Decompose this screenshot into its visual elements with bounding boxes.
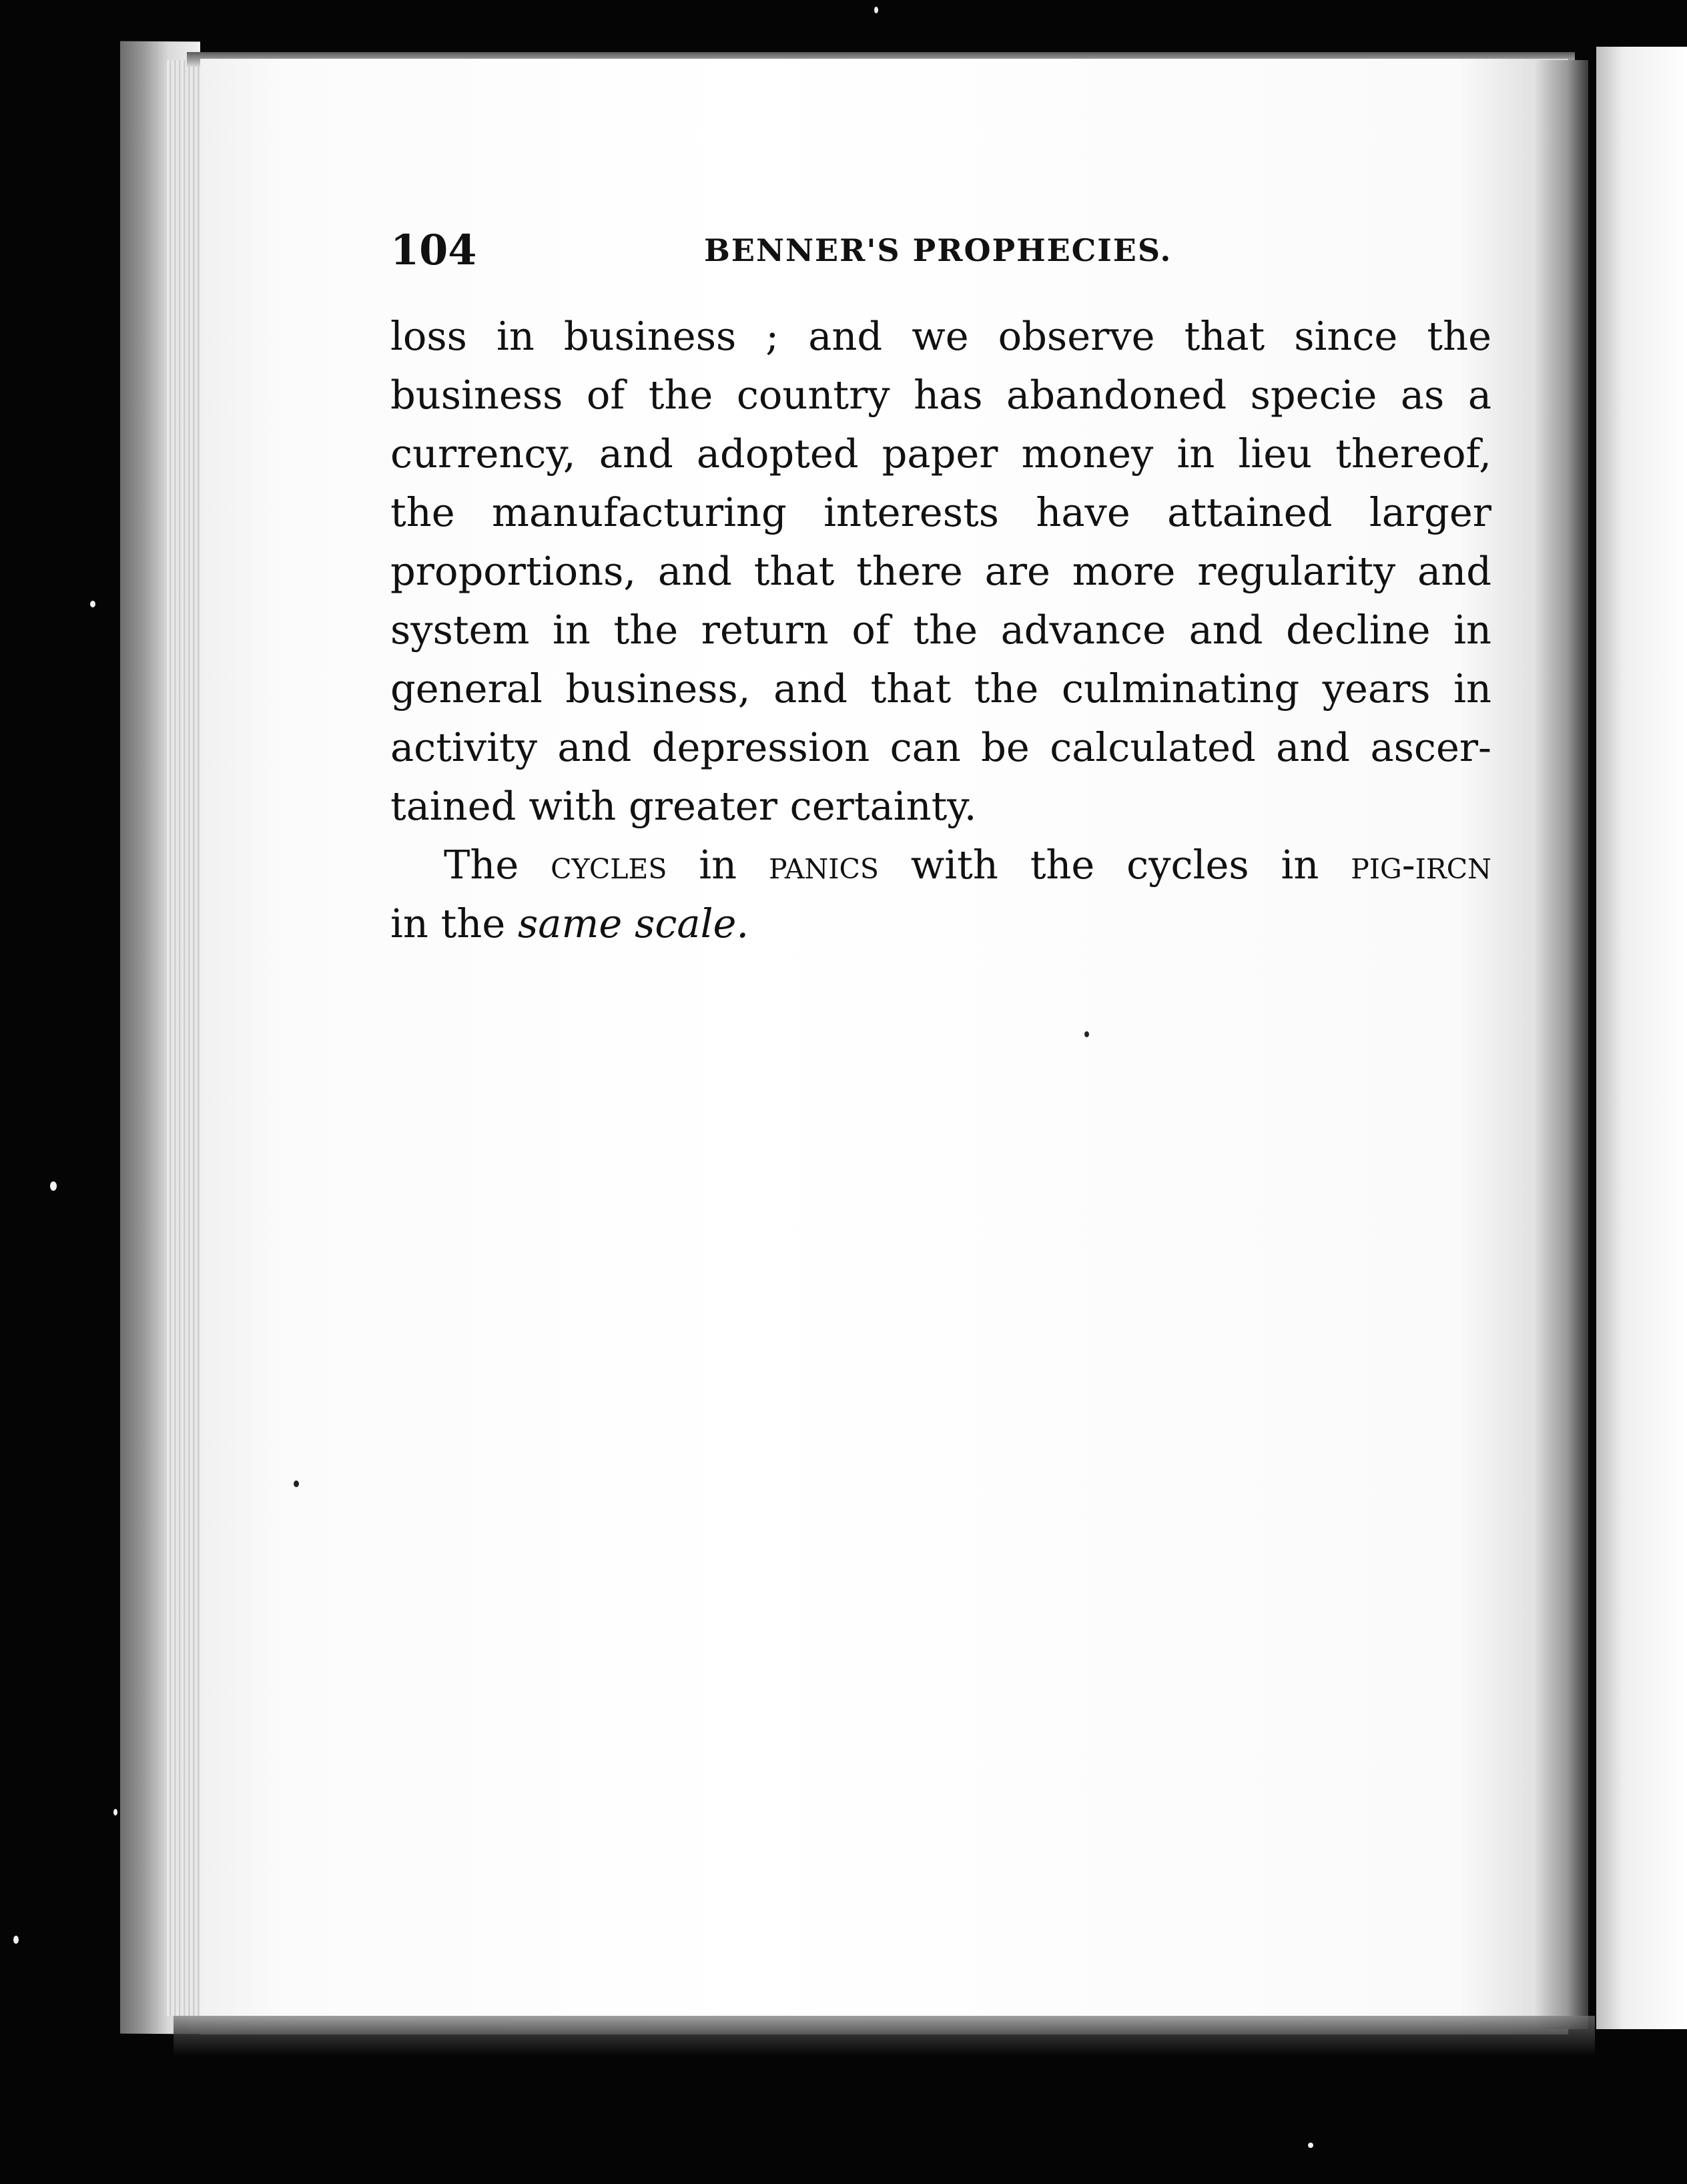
page-number: 104 xyxy=(390,226,477,274)
small-caps-cycles: cycles xyxy=(551,842,667,888)
dust-speck xyxy=(13,1936,19,1944)
small-caps-panics: panics xyxy=(769,842,879,888)
running-head-title: BENNER'S PROPHECIES. xyxy=(704,232,1172,268)
text-run: The xyxy=(444,842,551,888)
text-line: tained with greater certainty. xyxy=(390,783,977,829)
text-run: with the cycles in xyxy=(878,842,1351,888)
text-line: currency, and adopted paper money in lieu thereof, xyxy=(390,431,1491,477)
running-header xyxy=(390,226,1491,279)
ink-speck xyxy=(294,1480,299,1487)
paragraph-line xyxy=(390,836,1491,894)
text-line: loss in business ; and we observe that since the xyxy=(390,313,1491,359)
text-line: activity and depression can be calculated and ascer- xyxy=(390,724,1491,770)
ink-speck xyxy=(1084,1031,1089,1037)
facing-page-edge xyxy=(1596,47,1687,2029)
italic-same-scale: same scale. xyxy=(518,900,749,946)
text-line: general business, and that the culminating years in xyxy=(390,665,1491,712)
paragraph-line xyxy=(390,894,1491,953)
body-text xyxy=(390,307,1491,953)
text-line: system in the return of the advance and decline in xyxy=(390,607,1491,653)
dust-speck xyxy=(50,1181,57,1191)
dust-speck xyxy=(874,7,878,13)
text-line: the manufacturing interests have attained larger xyxy=(390,489,1491,535)
page-bottom-shadow xyxy=(174,2016,1595,2056)
dust-speck xyxy=(90,601,95,607)
small-caps-pig-iron: pig-ircn xyxy=(1351,842,1491,888)
book-gutter-shadow xyxy=(1535,60,1588,2029)
text-run: in the xyxy=(390,900,519,946)
dust-speck xyxy=(1308,2143,1313,2148)
text-line: proportions, and that there are more regularity and xyxy=(390,548,1491,594)
text-line: business of the country has abandoned specie as a xyxy=(390,372,1491,418)
dust-speck xyxy=(113,1809,117,1816)
page-stack-lines xyxy=(167,60,204,2016)
text-run: in xyxy=(667,842,769,888)
